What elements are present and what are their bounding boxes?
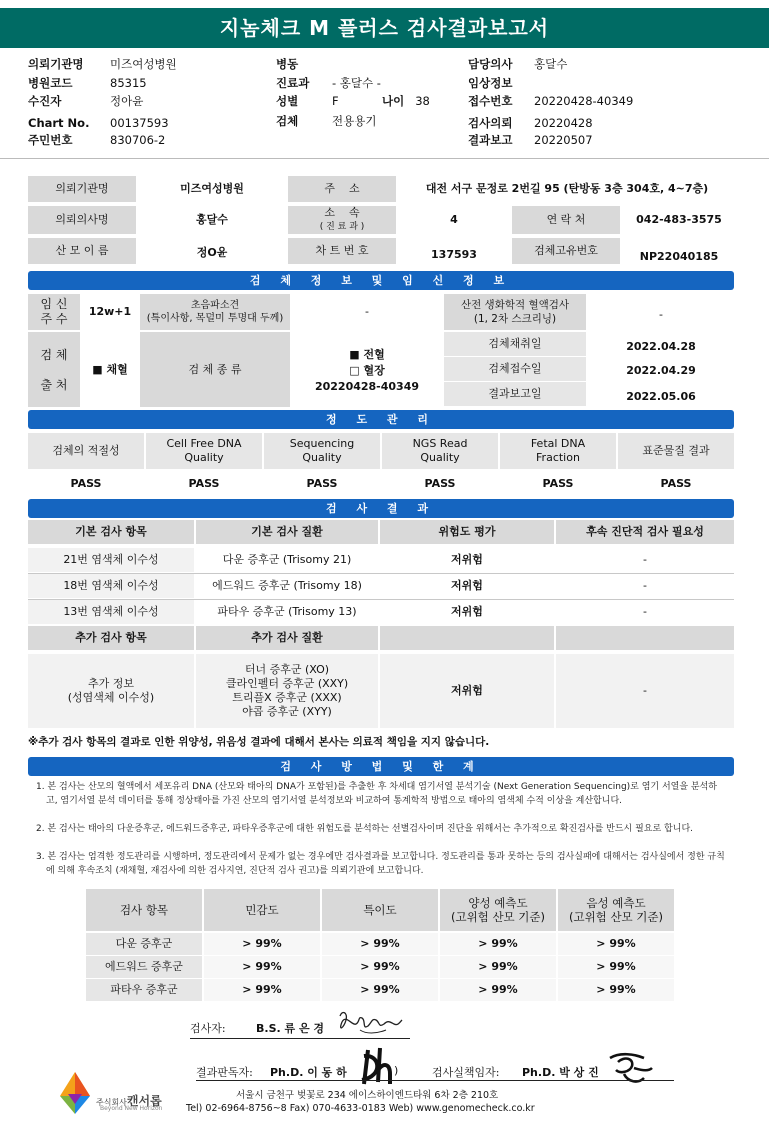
perf-cell: > 99% [204, 956, 320, 978]
perf-header: 특이도 [322, 889, 438, 931]
perf-cell: > 99% [322, 956, 438, 978]
col1-row [28, 115, 169, 131]
value-ultrasound: - [365, 305, 369, 318]
tester-underline [190, 1038, 410, 1039]
add-disease: 야콥 증후군 (XYY) [242, 705, 332, 718]
add-header-item: 추가 검사 항목 [28, 626, 194, 650]
col2-row [276, 56, 332, 72]
label-institution: 의뢰기관명 [28, 176, 136, 202]
qc-value: PASS [424, 477, 456, 490]
col3-value: 20220507 [534, 133, 593, 147]
add-diseases [196, 654, 378, 728]
responsible-signature [604, 1048, 656, 1088]
add-header-disease: 추가 검사 질환 [196, 626, 378, 650]
qc-value: PASS [70, 477, 102, 490]
result-cell: 다운 증후군 (Trisomy 21) [222, 553, 352, 566]
value-gestational-age: 12w+1 [88, 305, 132, 318]
col3-row [468, 132, 593, 148]
section-method-limits: 검 사 방 법 및 한 계 [28, 757, 734, 776]
col2-label: 성별 [276, 94, 299, 108]
col3-label: 담당의사 [468, 57, 513, 71]
qc-header: Sequencing Quality [264, 433, 380, 469]
value-chart-no: 137593 [431, 248, 477, 261]
col1-row [28, 75, 147, 91]
result-cell: - [643, 605, 647, 618]
reader-signature [356, 1046, 402, 1088]
perf-header: 검사 항목 [86, 889, 202, 931]
result-cell: 저위험 [451, 553, 483, 566]
section-test-results: 검 사 결 과 [28, 499, 734, 518]
add-item [28, 654, 194, 728]
col1-label: 수진자 [28, 94, 62, 108]
col3-row [468, 115, 593, 131]
label-specimen-source: 검 체 출 처 [28, 332, 80, 407]
col3-row [468, 93, 633, 109]
reader-stamp-paren: ) [394, 1064, 399, 1077]
responsible-name: Ph.D. 박 상 진 [522, 1066, 599, 1079]
label-chart-no: 차 트 번 호 [288, 238, 396, 264]
perf-cell: > 99% [558, 979, 674, 1001]
value-department: 4 [450, 213, 458, 226]
disclaimer: ※추가 검사 항목의 결과로 인한 위양성, 위음성 결과에 대해서 본사는 의료적 책임을 지지 않습니다. [28, 736, 490, 748]
value-doctor: 홍달수 [196, 213, 228, 226]
qc-header: 표준물질 결과 [618, 433, 734, 469]
header-divider [0, 158, 769, 159]
section-quality-control: 정 도 관 리 [28, 410, 734, 429]
col3-value: 홍달수 [534, 57, 568, 71]
col3-row [468, 75, 534, 91]
perf-cell: > 99% [204, 979, 320, 1001]
perf-cell: > 99% [440, 956, 556, 978]
add-item-line: 추가 정보 [87, 677, 134, 690]
col3-label: 접수번호 [468, 94, 513, 108]
qc-header: NGS Read Quality [382, 433, 498, 469]
result-header: 후속 진단적 검사 필요성 [556, 520, 734, 544]
label-collect-date: 검체채취일 [444, 332, 586, 356]
footer-contact: Tel) 02-6964-8756~8 Fax) 070-4633-0183 Web) www.genomecheck.co.kr [186, 1103, 535, 1114]
col1-label: 주민번호 [28, 133, 73, 147]
logo-subtitle: Beyond New Horizon [100, 1105, 163, 1112]
col1-label: Chart No. [28, 116, 90, 130]
qc-value: PASS [660, 477, 692, 490]
col3-value: 20220428 [534, 116, 593, 130]
perf-cell: 파타우 증후군 [86, 979, 202, 1001]
label-address: 주 소 [288, 176, 396, 202]
add-item-line: (성염색체 이수성) [67, 691, 155, 704]
qc-value: PASS [542, 477, 574, 490]
qc-header: 검체의 적절성 [28, 433, 144, 469]
col1-row [28, 132, 165, 148]
col2-value: - 홍달수 - [332, 76, 381, 90]
perf-cell: > 99% [558, 933, 674, 955]
label-mother-name: 산 모 이 름 [28, 238, 136, 264]
value-specimen-source: ■ 채혈 [92, 362, 128, 376]
col3-label: 검사의뢰 [468, 116, 513, 130]
label-department: 소 속 ( 진 료 과 ) [288, 206, 396, 234]
col2-value: F [332, 94, 339, 108]
perf-cell: > 99% [204, 933, 320, 955]
perf-header: 민감도 [204, 889, 320, 931]
perf-cell: > 99% [558, 956, 674, 978]
result-cell: 파타우 증후군 (Trisomy 13) [217, 605, 357, 618]
tester-label: 검사자: [190, 1022, 226, 1035]
value-specimen-id: NP22040185 [639, 250, 719, 263]
result-cell: 18번 염색체 이수성 [28, 574, 194, 598]
col3-label: 결과보고 [468, 133, 513, 147]
result-cell: 21번 염색체 이수성 [28, 548, 194, 572]
result-cell: 에드워드 증후군 (Trisomy 18) [212, 579, 362, 592]
section-specimen-pregnancy: 검 체 정 보 및 임 신 정 보 [28, 271, 734, 290]
label-contact: 연 락 처 [512, 206, 620, 234]
company-logo-icon [58, 1070, 92, 1116]
qc-header: Cell Free DNA Quality [146, 433, 262, 469]
method-note: 2. 본 검사는 태아의 다운증후군, 에드워드증후군, 파타우증후군에 대한 위험도를 분석하는 선별검사이며 진단을 위해서는 추가적으로 확진검사를 반드시 필요로 합니다. [36, 824, 693, 834]
add-disease: 클라인펠터 증후군 (XXY) [225, 677, 349, 690]
qc-value: PASS [306, 477, 338, 490]
value-mother-name: 정O윤 [196, 246, 228, 259]
col1-value: 85315 [110, 76, 147, 90]
value-collect-date: 2022.04.28 [626, 340, 696, 353]
col1-label: 병원코드 [28, 76, 73, 90]
label-specimen-type: 검 체 종 류 [140, 332, 290, 407]
age-field: 나이 38 [382, 94, 430, 108]
result-cell: - [643, 553, 647, 566]
col3-value: 20220428-40349 [534, 94, 634, 108]
reader-label: 결과판독자: [196, 1066, 253, 1079]
result-cell: - [643, 579, 647, 592]
value-institution: 미즈여성병원 [180, 182, 244, 195]
method-note: 1. 본 검사는 산모의 혈액에서 세포유리 DNA (산모와 태아의 DNA가 포함된)를 추출한 후 차세대 염기서열 분석기술 (Next Generation Sequencing)로 염기 서열을 분석하고, 염기서열 분석 데이터를 통해 정상태아를 가진 산모의 염기서열 분석정보와 비교하여 통계학적 방법으로 태아의 염색체 수적 이상을 계산합니다. [36, 782, 717, 806]
perf-header: 양성 예측도 (고위험 산모 기준) [440, 889, 556, 931]
result-header: 기본 검사 항목 [28, 520, 194, 544]
result-header: 기본 검사 질환 [196, 520, 378, 544]
col1-label: 의뢰기관명 [28, 57, 84, 71]
value-specimen-type: ■ 전혈 □ 혈장 20220428-40349 [314, 348, 420, 393]
col2-row [276, 75, 381, 91]
label-ultrasound: 초음파소견 (특이사항, 목덜미 투명대 두께) [140, 294, 290, 330]
add-disease: 트리플X 증후군 (XXX) [232, 691, 342, 704]
result-header: 위험도 평가 [380, 520, 554, 544]
perf-cell: > 99% [322, 933, 438, 955]
logo-text: 주식회사캔서롭 [96, 1094, 162, 1108]
col2-label: 진료과 [276, 76, 310, 90]
result-cell: 13번 염색체 이수성 [28, 600, 194, 624]
perf-header: 음성 예측도 (고위험 산모 기준) [558, 889, 674, 931]
tester-name: B.S. 류 은 경 [256, 1022, 325, 1035]
perf-cell: 다운 증후군 [86, 933, 202, 955]
label-receive-date: 검체접수일 [444, 357, 586, 381]
col1-row [28, 56, 177, 72]
col2-label: 검체 [276, 114, 299, 128]
col1-value: 00137593 [110, 116, 169, 130]
perf-cell: > 99% [322, 979, 438, 1001]
add-header-blank [380, 626, 554, 650]
tester-signature [336, 1008, 406, 1038]
qc-value: PASS [188, 477, 220, 490]
result-cell: 저위험 [451, 605, 483, 618]
col3-row [468, 56, 567, 72]
label-doctor: 의뢰의사명 [28, 206, 136, 234]
col2-value: 전용용기 [332, 114, 377, 128]
qc-header: Fetal DNA Fraction [500, 433, 616, 469]
signature-underline [196, 1080, 674, 1081]
value-address: 대전 서구 문정로 2번길 95 (탄방동 3층 304호, 4~7층) [425, 182, 709, 195]
col1-row [28, 93, 143, 109]
add-follow: - [556, 654, 734, 728]
value-receive-date: 2022.04.29 [626, 364, 696, 377]
perf-cell: > 99% [440, 979, 556, 1001]
col1-value: 830706-2 [110, 133, 166, 147]
result-cell: 저위험 [451, 579, 483, 592]
report-title: 지놈체크 M 플러스 검사결과보고서 [0, 8, 769, 48]
value-report-date: 2022.05.06 [626, 390, 696, 403]
perf-cell: > 99% [440, 933, 556, 955]
value-prenatal-screen: - [659, 308, 663, 321]
label-gestational-age: 임 신 주 수 [28, 294, 80, 330]
col3-label: 임상정보 [468, 76, 513, 90]
col1-value: 정아윤 [110, 94, 144, 108]
reader-name: Ph.D. 이 동 하 [270, 1066, 347, 1079]
add-risk: 저위험 [380, 654, 554, 728]
add-header-blank [556, 626, 734, 650]
label-report-date: 결과보고일 [444, 382, 586, 406]
col1-value: 미즈여성병원 [110, 57, 177, 71]
col2-row [276, 113, 376, 129]
footer-address: 서울시 금천구 벚꽃로 234 에이스하이엔드타워 6차 2층 210호 [236, 1090, 499, 1101]
perf-cell: 에드워드 증후군 [86, 956, 202, 978]
label-prenatal-screen: 산전 생화학적 혈액검사 (1, 2차 스크리닝) [444, 294, 586, 330]
label-specimen-id: 검체고유번호 [512, 238, 620, 264]
col2-row [276, 93, 339, 109]
method-note: 3. 본 검사는 엄격한 정도관리를 시행하며, 정도관리에서 문제가 없는 경우에만 검사결과를 보고합니다. 정도관리를 통과 못하는 등의 검사실패에 대해서는 검사실에서 정한 규칙에 의해 후속조치 (재채혈, 재검사에 의한 검사지연, 진단적 검사 권고)를 의뢰기관에 보고합니다. [36, 852, 725, 876]
responsible-label: 검사실책임자: [432, 1066, 500, 1079]
add-disease: 터너 증후군 (XO) [244, 663, 330, 676]
value-contact: 042-483-3575 [636, 213, 722, 226]
col2-label: 병동 [276, 57, 299, 71]
